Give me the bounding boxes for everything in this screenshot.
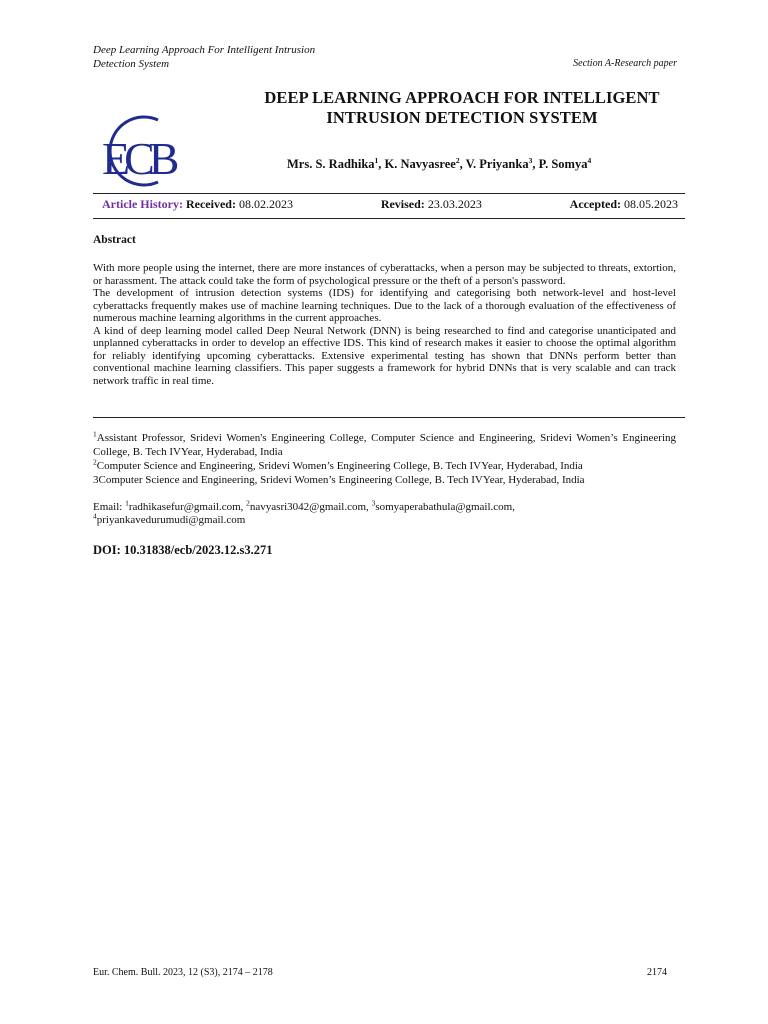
section-label: Section A-Research paper — [573, 58, 677, 69]
ecb-logo — [98, 112, 184, 190]
author-list: Mrs. S. Radhika$^1$, K. Navyasree$^2$, V. Priyanka$^3$, P. Somya$^4$ — [287, 155, 592, 171]
email-list — [93, 498, 676, 527]
divider — [93, 193, 685, 194]
running-title-line1: Deep Learning Approach For Intelligent Intrusion — [93, 44, 316, 56]
abstract-body — [93, 262, 676, 387]
author-sup: 3 — [528, 155, 533, 165]
abstract-paragraph: The development of intrusion detection systems (IDS) for identifying and categorising both network-level and host-level cyberattacks frequently makes use of machine learning techniques. Due to the lack of a thorough evaluation of the effectiveness of numerous machine learning algorithms in the current approaches. — [93, 287, 676, 324]
received-label: Received: — [185, 197, 236, 211]
abstract-paragraph: A kind of deep learning model called Deep Neural Network (DNN) is being researched to find and categorise unanticipated and unplanned cyberattacks in order to develop an effective IDS. This kind of research makes it easier to choose the optimal algorithm for reliably identifying upcoming cyberattacks. Extensive experimental testing has shown that DNNs perform better than conventional machine learning classifiers. This paper suggests a framework for hybrid DNNs that is very scalable and can track network traffic in real time. — [93, 324, 676, 387]
revised-label: Revised: — [380, 197, 425, 211]
divider — [93, 218, 685, 219]
divider — [93, 417, 685, 418]
author-name: P. Somya — [538, 157, 588, 171]
history-heading: Article History: — [102, 197, 183, 211]
running-title-line2: Detection System — [93, 58, 170, 70]
history-revised — [381, 197, 482, 212]
email-sup: 2 — [246, 498, 250, 508]
running-title — [93, 43, 315, 71]
doi[interactable]: DOI: 10.31838/ecb/2023.12.s3.271 — [93, 543, 273, 557]
affiliations — [93, 431, 676, 487]
affiliation-3: 3Computer Science and Engineering, Sridevi Women’s Engineering College, B. Tech IVYear, Hyderabad, India — [93, 474, 585, 486]
author-sup: 2 — [455, 155, 460, 165]
abstract-paragraph: With more people using the internet, there are more instances of cyberattacks, when a person may be subjected to threats, extortion, or harassment. The attack could take the form of psychological pressure or the theft of a person's password. — [93, 262, 676, 287]
revised-date: 23.03.2023 — [427, 197, 482, 211]
email-sup: 4 — [93, 511, 97, 521]
author-sup: 1 — [374, 155, 379, 165]
affiliation-text: Computer Science and Engineering, Sridevi Women’s Engineering College, B. Tech IVYear, Hyderabad, India — [96, 460, 583, 472]
ecb-logo-text: ECB — [102, 133, 174, 184]
paper-title-line2: INTRUSION DETECTION SYSTEM — [326, 108, 598, 127]
affiliation-text: Assistant Professor, Sridevi Women's Engineering College, Computer Science and Engineering, Sridevi Women’s Engineering College, B. Tech IVYear, Hyderabad, India — [93, 432, 676, 458]
history-received — [102, 197, 293, 212]
email-link[interactable]: priyankavedurumudi@gmail.com — [96, 514, 246, 526]
affiliation-sup: 1 — [93, 429, 97, 439]
paper-title-line1: DEEP LEARNING APPROACH FOR INTELLIGENT — [264, 88, 660, 107]
email-link[interactable]: radhikasefur@gmail.com, — [128, 501, 244, 513]
author-name: K. Navyasree — [384, 157, 456, 171]
article-history — [102, 197, 678, 212]
paper-title — [244, 88, 680, 128]
accepted-date: 08.05.2023 — [623, 197, 678, 211]
email-sup: 1 — [125, 498, 129, 508]
footer-citation: Eur. Chem. Bull. 2023, 12 (S3), 2174 – 2178 — [93, 967, 273, 978]
email-link[interactable]: navyasri3042@gmail.com, — [249, 501, 369, 513]
page-number: 2174 — [647, 967, 667, 978]
author-sup: 4 — [587, 155, 592, 165]
affiliation-sup: 2 — [93, 457, 97, 467]
affiliation-2 — [93, 459, 676, 473]
history-accepted — [570, 197, 678, 212]
received-date: 08.02.2023 — [238, 197, 293, 211]
email-label: Email: — [93, 501, 123, 513]
email-sup: 3 — [371, 498, 376, 508]
email-link[interactable]: somyaperabathula@gmail.com, — [375, 501, 515, 513]
accepted-label: Accepted: — [569, 197, 621, 211]
abstract-heading: Abstract — [93, 234, 136, 246]
author-name: Mrs. S. Radhika — [287, 157, 375, 171]
affiliation-1 — [93, 431, 676, 459]
author-name: V. Priyanka — [465, 157, 529, 171]
